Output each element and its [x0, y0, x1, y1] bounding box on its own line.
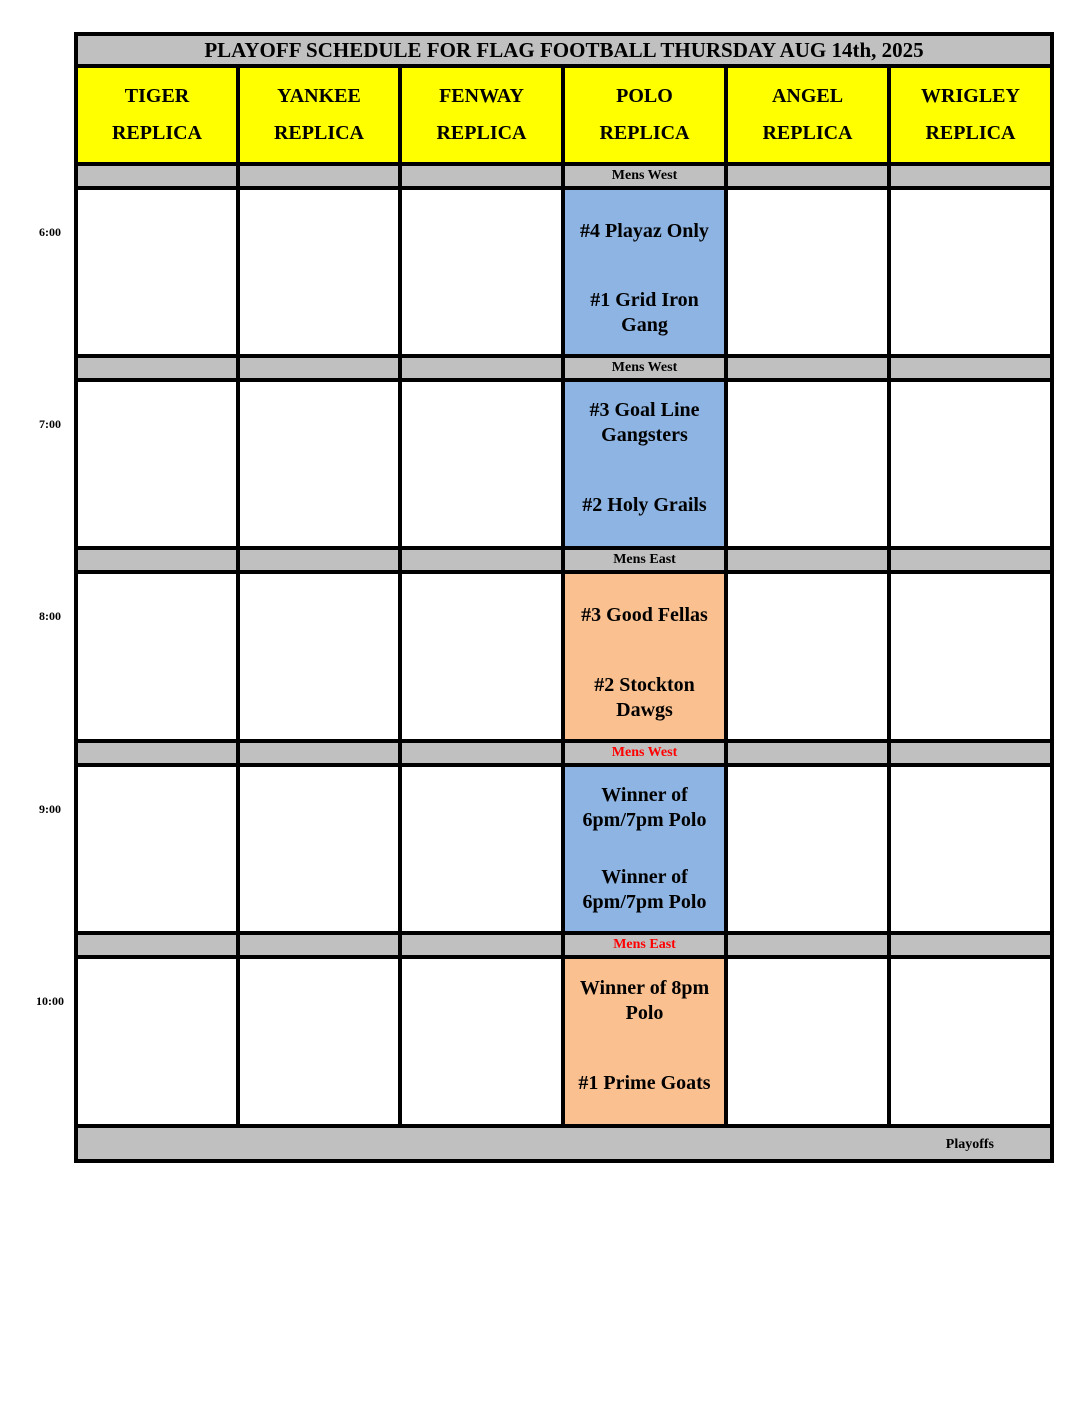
division-band-empty	[240, 358, 398, 378]
field-name: YANKEE	[277, 85, 361, 107]
empty-slot	[402, 382, 561, 546]
game-team-bottom: #2 Stockton Dawgs	[565, 657, 724, 739]
field-sub: REPLICA	[762, 122, 853, 144]
division-band-empty	[891, 935, 1050, 955]
field-sub: REPLICA	[111, 122, 202, 144]
field-header-angel	[728, 68, 887, 162]
division-band-empty	[728, 935, 887, 955]
field-header-tiger	[78, 68, 236, 162]
game-team-bottom: Winner of 6pm/7pm Polo	[565, 849, 724, 931]
empty-slot	[402, 574, 561, 739]
field-header-polo	[565, 68, 724, 162]
division-band-empty	[78, 166, 236, 186]
empty-slot	[240, 574, 398, 739]
empty-slot	[402, 767, 561, 931]
division-band-empty	[728, 743, 887, 763]
time-label: 6:00	[39, 225, 61, 239]
empty-slot	[728, 382, 887, 546]
game-team-top: #3 Goal Line Gangsters	[565, 382, 724, 464]
division-band-empty	[402, 743, 561, 763]
empty-slot	[78, 959, 236, 1124]
empty-slot	[728, 190, 887, 354]
field-sub: REPLICA	[925, 122, 1016, 144]
empty-slot	[891, 382, 1050, 546]
empty-slot	[78, 574, 236, 739]
field-header-fenway	[402, 68, 561, 162]
empty-slot	[891, 190, 1050, 354]
field-name: WRIGLEY	[921, 85, 1020, 107]
division-band-empty	[240, 166, 398, 186]
field-name: ANGEL	[771, 85, 844, 107]
division-label: Mens West	[565, 743, 724, 763]
time-label: 8:00	[39, 609, 61, 623]
division-band-empty	[78, 358, 236, 378]
game-team-top: Winner of 8pm Polo	[565, 959, 724, 1042]
field-sub: REPLICA	[436, 122, 527, 144]
schedule-table	[74, 32, 1054, 1163]
footer-label: Playoffs	[945, 1137, 994, 1152]
schedule-title: PLAYOFF SCHEDULE FOR FLAG FOOTBALL THURSDAY AUG 14th, 2025	[78, 36, 1050, 64]
division-band-empty	[891, 166, 1050, 186]
division-band-empty	[728, 358, 887, 378]
field-sub: REPLICA	[599, 122, 690, 144]
division-label: Mens West	[565, 358, 724, 378]
division-band-empty	[240, 550, 398, 570]
empty-slot	[891, 574, 1050, 739]
division-band-empty	[891, 743, 1050, 763]
empty-slot	[240, 959, 398, 1124]
empty-slot	[402, 959, 561, 1124]
division-band-empty	[240, 743, 398, 763]
empty-slot	[240, 767, 398, 931]
time-label: 9:00	[39, 802, 61, 816]
field-name: POLO	[616, 85, 673, 107]
division-band-empty	[78, 743, 236, 763]
game-team-top: #4 Playaz Only	[565, 190, 724, 272]
division-band-empty	[402, 550, 561, 570]
empty-slot	[78, 382, 236, 546]
empty-slot	[240, 382, 398, 546]
division-label: Mens West	[565, 166, 724, 186]
division-band-empty	[240, 935, 398, 955]
empty-slot	[891, 959, 1050, 1124]
field-sub: REPLICA	[273, 122, 364, 144]
field-name: TIGER	[124, 85, 190, 107]
game-team-top: #3 Good Fellas	[565, 574, 724, 657]
empty-slot	[78, 767, 236, 931]
division-band-empty	[891, 550, 1050, 570]
time-label: 10:00	[36, 994, 64, 1008]
division-band-empty	[728, 166, 887, 186]
empty-slot	[402, 190, 561, 354]
empty-slot	[891, 767, 1050, 931]
division-band-empty	[78, 935, 236, 955]
empty-slot	[78, 190, 236, 354]
field-name: FENWAY	[439, 85, 524, 107]
division-label: Mens East	[565, 550, 724, 570]
footer-bar	[78, 1128, 1050, 1159]
division-label: Mens East	[565, 935, 724, 955]
time-label: 7:00	[39, 417, 61, 431]
division-band-empty	[402, 358, 561, 378]
division-band-empty	[402, 166, 561, 186]
game-team-bottom: #1 Prime Goats	[565, 1042, 724, 1124]
division-band-empty	[891, 358, 1050, 378]
division-band-empty	[728, 550, 887, 570]
empty-slot	[728, 574, 887, 739]
division-band-empty	[78, 550, 236, 570]
game-team-bottom: #1 Grid Iron Gang	[565, 272, 724, 354]
field-header-wrigley	[891, 68, 1050, 162]
field-header-yankee	[240, 68, 398, 162]
empty-slot	[240, 190, 398, 354]
game-team-bottom: #2 Holy Grails	[565, 464, 724, 546]
game-team-top: Winner of 6pm/7pm Polo	[565, 767, 724, 849]
empty-slot	[728, 959, 887, 1124]
empty-slot	[728, 767, 887, 931]
division-band-empty	[402, 935, 561, 955]
